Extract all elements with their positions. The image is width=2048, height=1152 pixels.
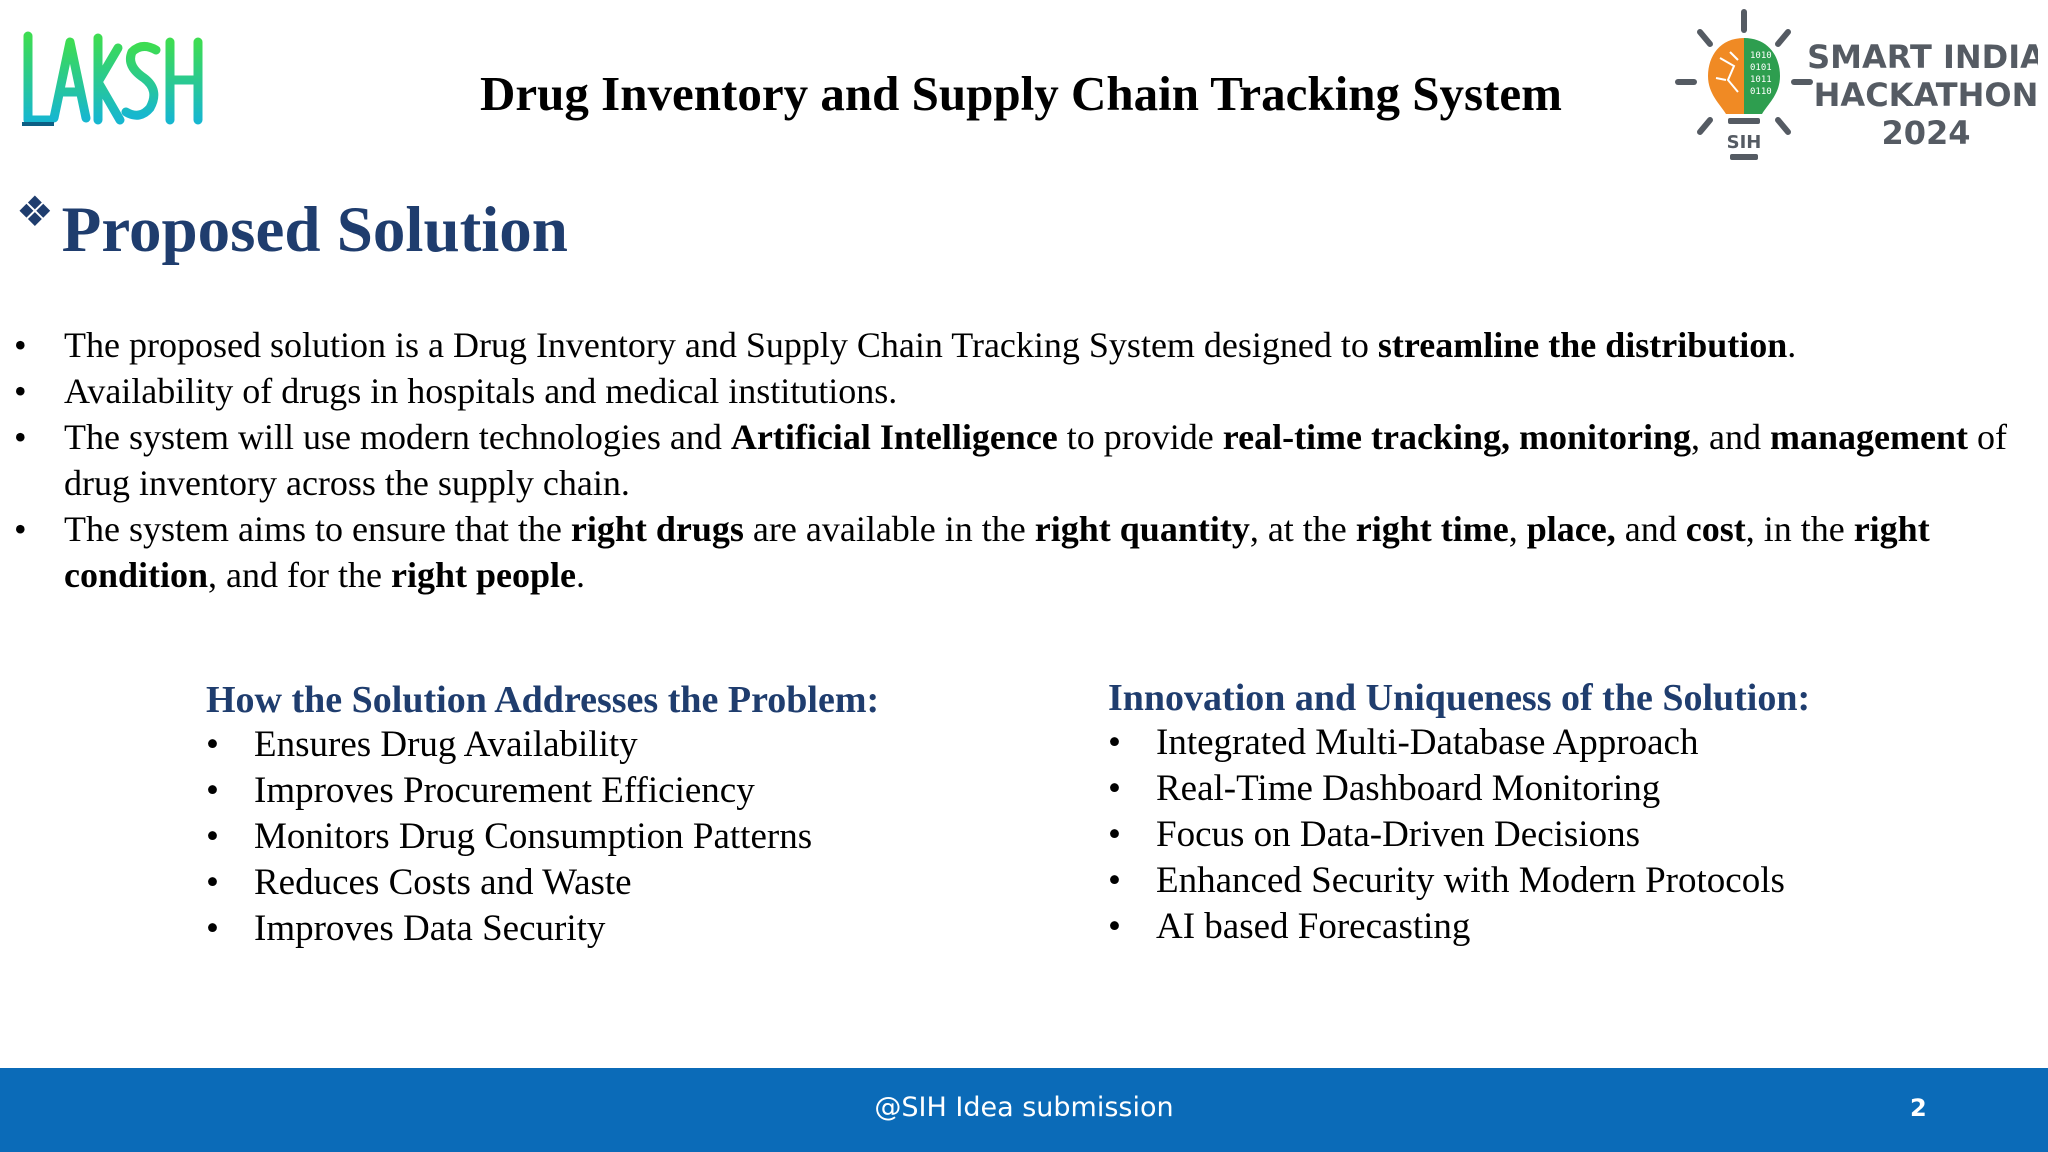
bullet-bold-text: Artificial Intelligence: [730, 417, 1058, 457]
main-bullet-list: [14, 322, 2014, 598]
bullet-dot-icon: •: [1108, 768, 1121, 809]
sih-logo-line1: SMART INDIA: [1807, 38, 2038, 76]
bullet-bold-text: place,: [1526, 509, 1616, 549]
problem-list-item-text: Monitors Drug Consumption Patterns: [254, 816, 813, 857]
sih-logo-year: 2024: [1881, 114, 1971, 152]
problem-list-item: [206, 768, 966, 814]
bullet-run-text: Availability of drugs in hospitals and medical institutions.: [64, 371, 898, 411]
bullet-dot-icon: •: [14, 509, 27, 549]
bullet-dot-icon: •: [206, 908, 219, 949]
bullet-run-text: .: [575, 555, 585, 595]
bullet-run-text: ,: [1508, 509, 1527, 549]
bullet-dot-icon: •: [1108, 814, 1121, 855]
bullet-run-text: The system aims to ensure that the: [64, 509, 571, 549]
bullet-item: [14, 322, 2014, 368]
innovation-column-heading: Innovation and Uniqueness of the Solution:: [1108, 677, 1811, 719]
bullet-dot-icon: •: [14, 371, 27, 411]
sih-logo: [1668, 8, 2038, 176]
innovation-list-item-text: Integrated Multi-Database Approach: [1156, 722, 1699, 763]
problem-list-item-text: Improves Data Security: [254, 908, 606, 949]
sih-logo-line2: HACKATHON: [1813, 76, 2038, 114]
section-title: Proposed Solution: [61, 194, 568, 266]
sih-lightbulb-brain-icon: [1668, 8, 2038, 176]
bullet-bold-text: cost: [1685, 509, 1746, 549]
bullet-dot-icon: •: [206, 770, 219, 811]
bullet-run-text: , and: [1691, 417, 1770, 457]
page-title-text: Drug Inventory and Supply Chain Tracking System: [480, 66, 1562, 121]
bullet-dot-icon: •: [206, 862, 219, 903]
innovation-column: [1108, 674, 1868, 950]
bullet-item: [14, 368, 2014, 414]
sih-badge-text: SIH: [1726, 132, 1762, 153]
footer-text: @SIH Idea submission: [874, 1092, 1174, 1123]
bullet-bold-text: right quantity: [1034, 509, 1250, 549]
innovation-list-item-text: Focus on Data-Driven Decisions: [1156, 814, 1640, 855]
bullet-run-text: of drug inventory across the supply chain.: [64, 417, 2007, 503]
problem-list-item-text: Improves Procurement Efficiency: [254, 770, 755, 811]
bullet-bold-text: real-time tracking, monitoring: [1222, 417, 1692, 457]
bullet-dot-icon: •: [206, 724, 219, 765]
bullet-bold-text: streamline the distribution: [1377, 325, 1788, 365]
bullet-run-text: and: [1615, 509, 1686, 549]
problem-list-item: [206, 906, 966, 952]
innovation-list-item: [1108, 812, 1868, 858]
bullet-text: [64, 414, 2014, 506]
section-heading: [16, 190, 568, 270]
bullet-dot-icon: •: [206, 816, 219, 857]
svg-text:1011: 1011: [1750, 75, 1772, 85]
bullet-text: [64, 368, 2014, 414]
bullet-run-text: , and for the: [208, 555, 391, 595]
bullet-dot-icon: •: [1108, 906, 1121, 947]
svg-text:1010: 1010: [1750, 51, 1772, 61]
bullet-bold-text: right drugs: [570, 509, 744, 549]
svg-text:0110: 0110: [1750, 87, 1772, 97]
problem-list-item: [206, 814, 966, 860]
bullet-run-text: , at the: [1249, 509, 1356, 549]
bullet-bold-text: right time: [1355, 509, 1509, 549]
innovation-list-item: [1108, 858, 1868, 904]
bullet-dot-icon: •: [14, 325, 27, 365]
bullet-item: [14, 506, 2014, 598]
bullet-run-text: The system will use modern technologies and: [64, 417, 731, 457]
bullet-text: [64, 506, 2014, 598]
bullet-bold-text: right condition: [64, 509, 1930, 595]
bullet-run-text: The proposed solution is a Drug Inventory and Supply Chain Tracking System designed to: [64, 325, 1378, 365]
innovation-list-item-text: AI based Forecasting: [1156, 906, 1471, 947]
bullet-dot-icon: •: [1108, 860, 1121, 901]
bullet-bold-text: right people: [390, 555, 576, 595]
diamond-bullet-icon: ❖: [16, 190, 54, 236]
innovation-list-item: [1108, 904, 1868, 950]
page-number: 2: [1910, 1094, 1927, 1122]
problem-list-item: [206, 860, 966, 906]
bullet-text: [64, 322, 2014, 368]
bullet-dot-icon: •: [14, 417, 27, 457]
problem-list-item-text: Reduces Costs and Waste: [254, 862, 632, 903]
innovation-list-item: [1108, 766, 1868, 812]
bullet-run-text: to provide: [1057, 417, 1223, 457]
bullet-bold-text: management: [1770, 417, 1968, 457]
bullet-run-text: are available in the: [743, 509, 1035, 549]
problem-column: [206, 676, 966, 952]
innovation-list-item-text: Real-Time Dashboard Monitoring: [1156, 768, 1661, 809]
bullet-run-text: , in the: [1745, 509, 1854, 549]
problem-column-heading: How the Solution Addresses the Problem:: [206, 679, 880, 721]
footer-bar: [0, 1068, 2048, 1152]
bullet-run-text: .: [1787, 325, 1797, 365]
innovation-list-item-text: Enhanced Security with Modern Protocols: [1156, 860, 1785, 901]
problem-list: [206, 722, 966, 952]
problem-list-item: [206, 722, 966, 768]
innovation-list-item: [1108, 720, 1868, 766]
svg-text:0101: 0101: [1750, 63, 1772, 73]
bullet-item: [14, 414, 2014, 506]
problem-list-item-text: Ensures Drug Availability: [254, 724, 638, 765]
innovation-list: [1108, 720, 1868, 950]
bullet-dot-icon: •: [1108, 722, 1121, 763]
